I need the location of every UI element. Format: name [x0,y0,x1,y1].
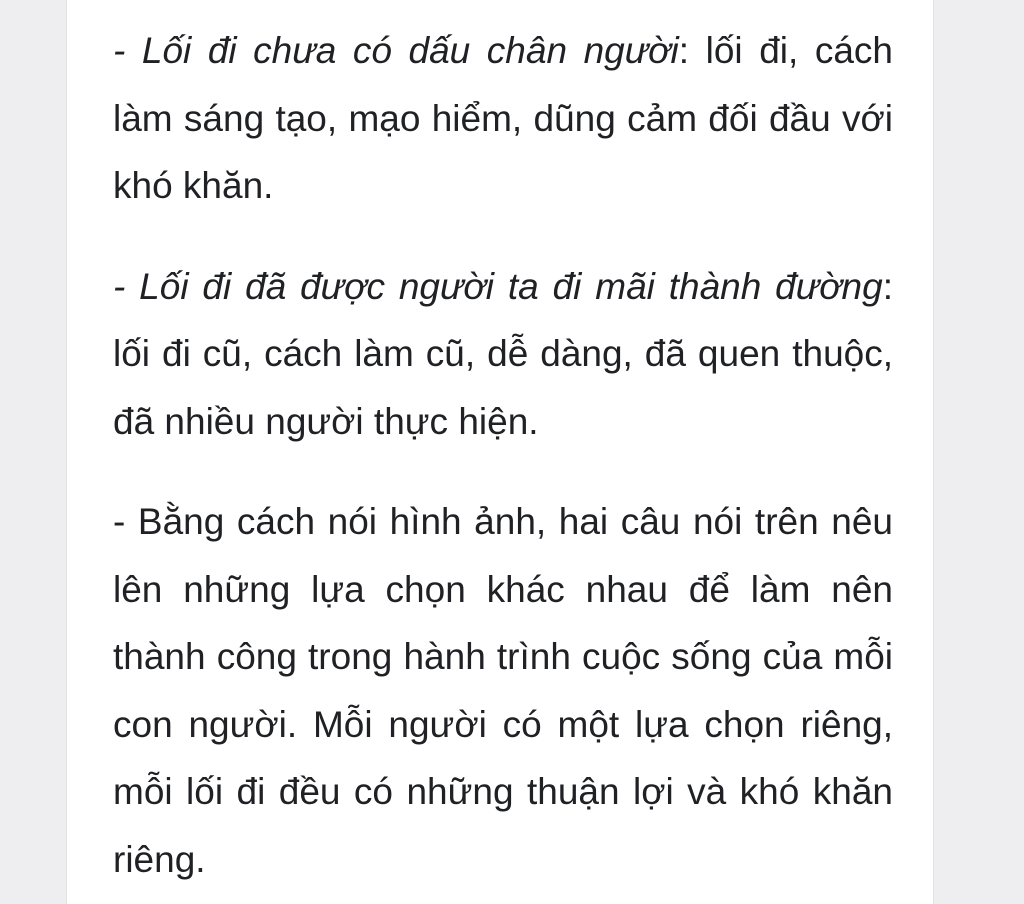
paragraph-1-quote: - Lối đi chưa có dấu chân người [113,30,679,71]
paragraph-3-text: - Bằng cách nói hình ảnh, hai câu nói trên nêu lên những lựa chọn khác nhau để làm nên thành công trong hành trình cuộc sống của mỗi con người. Mỗi người có một lựa chọn riêng, mỗi lối đi đều có những thuận lợi và khó khăn riêng. [113,501,893,880]
paragraph-2 [113,253,893,456]
content-card [66,0,934,904]
paragraph-1 [113,17,893,220]
paragraph-2-quote: - Lối đi đã được người ta đi mãi thành đường [113,265,883,307]
paragraph-2-text: : lối đi cũ, cách làm cũ, dễ dàng, đã quen thuộc, đã nhiều người thực hiện. [113,265,893,442]
paragraph-3 [113,488,893,893]
article-text [113,17,893,904]
paragraph-1-text: : lối đi, cách làm sáng tạo, mạo hiểm, dũng cảm đối đầu với khó khăn. [113,30,893,206]
